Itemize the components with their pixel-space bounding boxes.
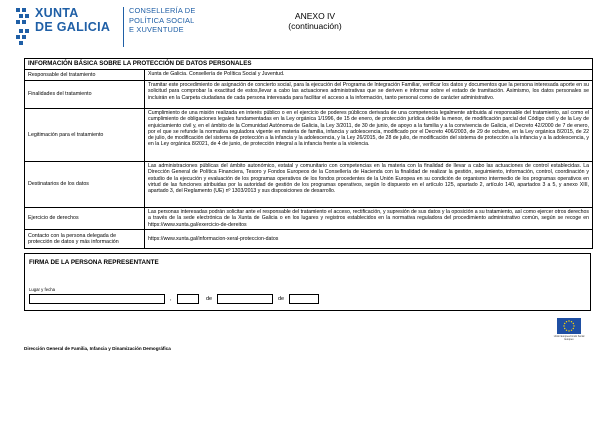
conselleria-name <box>129 6 195 35</box>
eu-caption: Unión Europea Fondo Social Europeo <box>553 335 585 341</box>
de-separator-1: de <box>206 296 213 302</box>
row-label: Ejercicio de derechos <box>25 208 145 229</box>
row-label: Finalidades del tratamiento <box>25 81 145 108</box>
year-field[interactable] <box>289 294 319 304</box>
department-footer: Dirección General de Familia, Infancia y Dinamización Demográfica <box>24 346 171 351</box>
row-value: Xunta de Galicia. Consellería de Política Social y Juventud. <box>148 71 285 77</box>
annex-heading <box>255 11 375 31</box>
de-separator-2: de <box>278 296 285 302</box>
xunta-wordmark <box>35 6 110 34</box>
table-row <box>25 70 592 81</box>
data-protection-table <box>24 58 593 249</box>
logo-divider <box>123 7 124 47</box>
annex-subtitle: (continuación) <box>288 21 342 31</box>
table-row <box>25 162 592 208</box>
row-label: Contacto con la persona delegada de protección de datos y más información <box>25 230 145 248</box>
row-value: Cumplimiento de una misión realizada en interés público o en el ejercicio de poderes públicos derivada de una competencia legalmente atribuida al responsable del tratamiento, así como el cumplimiento de obligaciones legales fundamentadas en la Ley orgánica 1/1996, de 15 de enero, de protección jurídica del/de la menor, de modificación parcial del Código civil y de la Ley de enjuiciamiento civil y, en el ámbito de la Comunidad Autónoma de Galicia, la Ley 3/2011, de 30 de junio, de apoyo a la familia y a la convivencia de Galicia, el Decreto 42/2000 de 7 de enero, por el que se refunde la normativa reguladora vigente en materia de familia, infancia y adolescencia, modificado por el Decreto 406/2003, de 29 de octubre, en la Ley orgánica 8/2015, de 22 de julio, de modificación del sistema de protección a la infancia y la adolescencia, y la Ley 26/2015, de 28 de julio, de modificación del sistema de protección a la infancia y a la adolescencia, y en la Ley orgánica 8/2021, de 4 de junio, de protección integral a la infancia frente a la violencia. <box>148 110 589 148</box>
row-value: Las administraciones públicas del ámbito autonómico, estatal y comunitario con competencias en la materia con la finalidad de llevar a cabo las actuaciones de control establecidas. La Dirección General de Política Financiera, Tesoro y Fondos Europeos de la Consellería de Hacienda con la finalidad de realizar la gestión, seguimiento, información, control, coordinación y estudio de la ejecución y evaluación de los programas operativos de los fondos procedentes de la Unión Europea en su condición de organismo intermedio de los programas operativos en virtud de las funciones atribuidas por la autoridad de gestión de los programas operativos, según lo dispuesto en el artículo 125, apartado 2, artículo 140, apartados 3 a 5, y anexo XIII, apartado 3, del Reglamento (UE) nº 1303/2013 y sus disposiciones de desarrollo. <box>148 163 589 195</box>
table-row <box>25 81 592 109</box>
xunta-line-2: DE GALICIA <box>35 20 111 34</box>
month-field[interactable] <box>217 294 273 304</box>
place-field[interactable] <box>29 294 165 304</box>
row-value: Tramitar este procedimiento de asignación de concierto social, para la ejecución del Programa de Integración Familiar, verificar los datos y documentos que la persona interesada aporte en su solicitud para comprobar la exactitud de estos,llevar a cabo las actuaciones administrativas que se deriven e informar sobre el estado de tramitación. Asimismo, los datos personales se incluirán en la Carpeta ciudadana de cada persona interesada para facilitar el acceso a la información, tanto personal como de carácter administrativo. <box>148 82 589 101</box>
row-value <box>145 230 592 248</box>
row-label: Legitimación para el tratamiento <box>25 109 145 161</box>
table-row <box>25 230 592 248</box>
comma-separator: , <box>170 296 172 302</box>
annex-title: ANEXO IV <box>294 11 336 21</box>
row-value: Las personas interesadas podrán solicitar ante el responsable del tratamiento el acceso, rectificación, y supresión de sus datos y la oposición a su tratamiento, así como ejercer otros derechos a través de la sede electrónica de la Xunta de Galicia o en los lugares y registros establecidos en la normativa reguladora del procedimiento administrativo común, según se recoge en https://www.xunta.gal/exercicio-de-dereitos <box>148 209 589 228</box>
privacy-info-link[interactable]: https://www.xunta.gal/informacion-xeral-proteccion-datos <box>148 235 279 242</box>
signature-box <box>24 253 591 311</box>
xunta-logo <box>15 5 235 51</box>
eu-flag-icon <box>557 318 581 334</box>
signature-title: FIRMA DE LA PERSONA REPRESENTANTE <box>29 259 159 266</box>
table-row <box>25 208 592 230</box>
table-row <box>25 109 592 162</box>
place-date-label: Lugar y fecha <box>29 287 56 292</box>
day-field[interactable] <box>177 294 199 304</box>
row-label: Destinatarios de los datos <box>25 162 145 207</box>
data-protection-heading: INFORMACIÓN BÁSICA SOBRE LA PROTECCIÓN DE DATOS PERSONALES <box>25 59 592 70</box>
conselleria-line-2: POLÍTICA SOCIAL <box>129 15 195 25</box>
conselleria-line-1: CONSELLERÍA DE <box>129 6 196 15</box>
row-label: Responsable del tratamiento <box>25 70 145 80</box>
xunta-line-1: XUNTA <box>35 6 79 20</box>
galicia-crest-icon <box>15 7 31 47</box>
conselleria-line-3: E XUVENTUDE <box>129 25 184 34</box>
